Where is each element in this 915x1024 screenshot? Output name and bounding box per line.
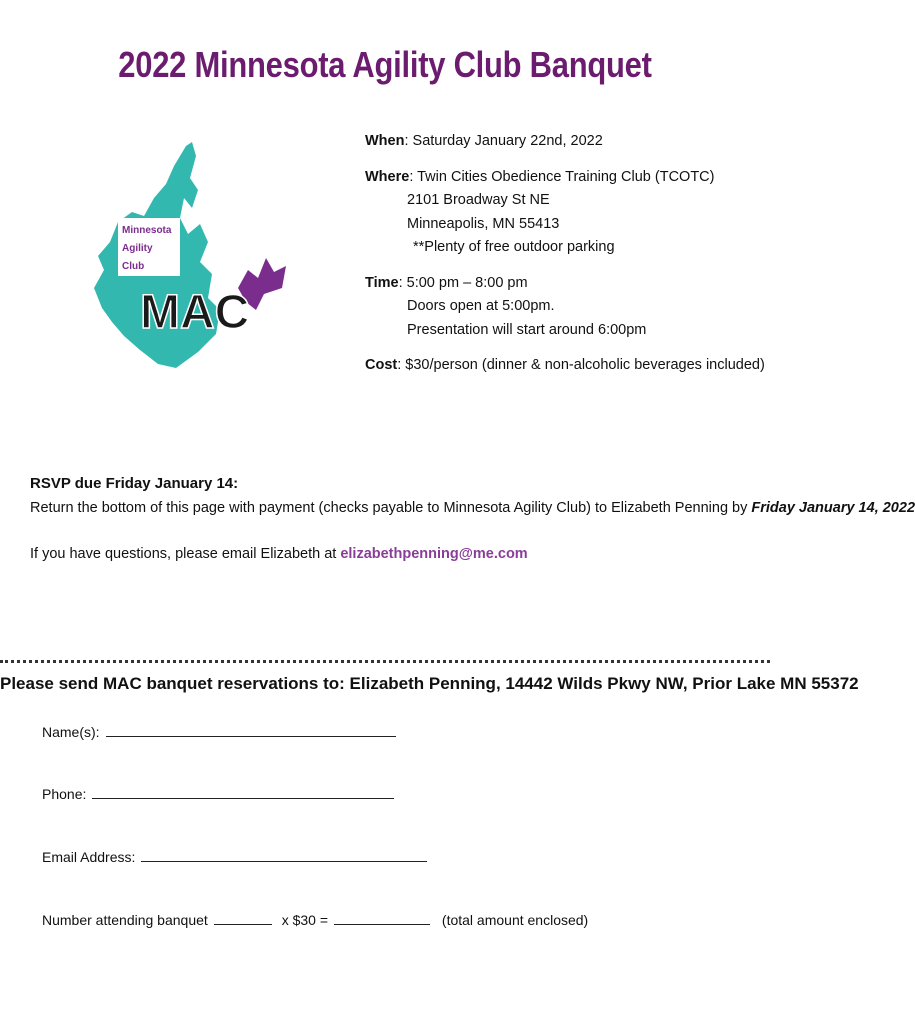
email-field[interactable]: [141, 847, 427, 862]
send-to-heading: Please send MAC banquet reservations to: Elizabeth Penning, 14442 Wilds Pkwy NW, Prior Lake MN 55372: [0, 674, 859, 693]
names-label: Name(s):: [42, 724, 100, 740]
where-label: Where: [365, 168, 410, 185]
rsvp-instructions-row: [30, 496, 915, 520]
mac-logo: [88, 138, 298, 378]
logo-text-club: Club: [122, 261, 145, 272]
cut-line-divider: [0, 660, 770, 663]
rsvp-deadline: Friday January 14, 2022: [751, 500, 915, 516]
phone-field[interactable]: [92, 784, 394, 799]
phone-label: Phone:: [42, 786, 87, 802]
multiplier-text: x $30 =: [281, 912, 329, 928]
where-value: : Twin Cities Obedience Training Club (TCOTC): [409, 168, 715, 185]
where-row: [365, 166, 765, 190]
when-label: When: [365, 133, 405, 149]
doors-note: Doors open at 5:00pm.: [407, 298, 555, 314]
time-label: Time: [365, 274, 399, 291]
logo-text-agility: Agility: [122, 243, 153, 254]
logo-text-minnesota: Minnesota: [122, 225, 172, 236]
cost-value: : $30/person (dinner & non-alcoholic beverages included): [397, 357, 765, 373]
page-title: 2022 Minnesota Agility Club Banquet: [118, 44, 652, 85]
event-details: [365, 130, 765, 378]
parking-note: **Plenty of free outdoor parking: [413, 239, 615, 255]
address-line1: 2101 Broadway St NE: [407, 192, 550, 208]
rsvp-section: [30, 472, 915, 566]
total-note: (total amount enclosed): [441, 912, 589, 928]
presentation-note: Presentation will start around 6:00pm: [407, 321, 647, 338]
names-field[interactable]: [106, 722, 396, 737]
number-attending-field[interactable]: [214, 910, 272, 925]
logo-text-mac: MAC: [140, 286, 250, 339]
questions-row: [30, 542, 915, 566]
time-row: [365, 272, 765, 296]
time-value: : 5:00 pm – 8:00 pm: [398, 274, 528, 291]
phone-row: [42, 784, 394, 802]
rsvp-instructions: Return the bottom of this page with payment (checks payable to Minnesota Agility Club) to Elizabeth Penning by: [30, 500, 752, 516]
number-label: Number attending banquet: [42, 912, 208, 928]
email-label: Email Address:: [42, 849, 136, 865]
questions-text: If you have questions, please email Elizabeth at: [30, 546, 341, 562]
when-value: : Saturday January 22nd, 2022: [404, 133, 603, 149]
total-amount-field[interactable]: [334, 910, 430, 925]
cost-label: Cost: [365, 357, 398, 373]
address-line2: Minneapolis, MN 55413: [407, 215, 560, 232]
names-row: [42, 722, 396, 740]
cost-row: [365, 354, 765, 378]
contact-email-link[interactable]: elizabethpenning@me.com: [340, 546, 528, 562]
email-row: [42, 847, 427, 865]
when-row: [365, 130, 765, 154]
number-row: [42, 910, 588, 928]
rsvp-heading: RSVP due Friday January 14:: [30, 475, 239, 492]
